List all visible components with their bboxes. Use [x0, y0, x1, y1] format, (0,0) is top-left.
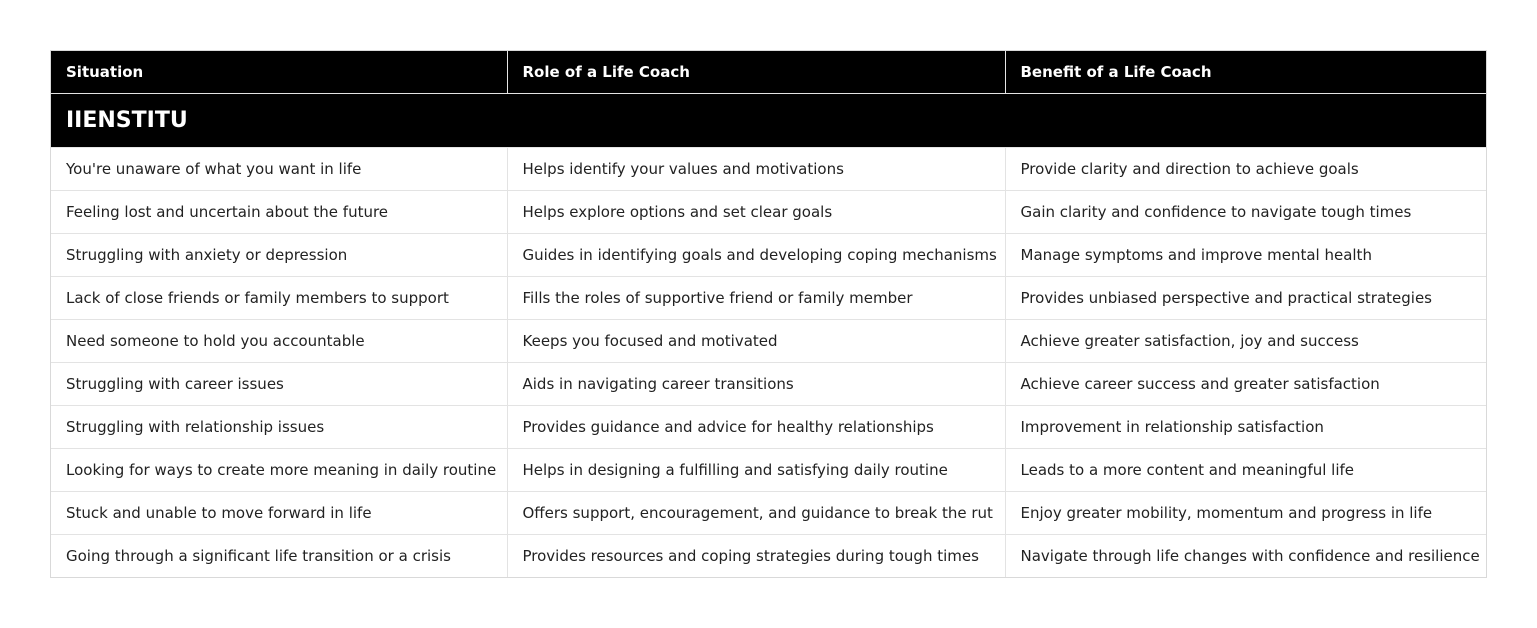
- header-benefit: Benefit of a Life Coach: [1005, 51, 1486, 94]
- situation-cell: Feeling lost and uncertain about the future: [51, 191, 507, 234]
- table-row: [51, 535, 1486, 578]
- header-role: Role of a Life Coach: [507, 51, 1005, 94]
- header-row: [51, 51, 1486, 94]
- life-coach-table: [50, 50, 1487, 578]
- benefit-cell: Leads to a more content and meaningful life: [1005, 449, 1486, 492]
- table-row: [51, 406, 1486, 449]
- role-cell: Helps explore options and set clear goals: [507, 191, 1005, 234]
- role-cell: Keeps you focused and motivated: [507, 320, 1005, 363]
- role-cell: Fills the roles of supportive friend or family member: [507, 277, 1005, 320]
- benefit-cell: Navigate through life changes with confidence and resilience: [1005, 535, 1486, 578]
- role-cell: Provides resources and coping strategies during tough times: [507, 535, 1005, 578]
- situation-cell: Lack of close friends or family members to support: [51, 277, 507, 320]
- situation-cell: Need someone to hold you accountable: [51, 320, 507, 363]
- benefit-cell: Improvement in relationship satisfaction: [1005, 406, 1486, 449]
- role-cell: Offers support, encouragement, and guidance to break the rut: [507, 492, 1005, 535]
- role-cell: Helps in designing a fulfilling and satisfying daily routine: [507, 449, 1005, 492]
- benefit-cell: Manage symptoms and improve mental health: [1005, 234, 1486, 277]
- table-row: [51, 148, 1486, 191]
- benefit-cell: Gain clarity and confidence to navigate tough times: [1005, 191, 1486, 234]
- situation-cell: Struggling with anxiety or depression: [51, 234, 507, 277]
- situation-cell: Looking for ways to create more meaning in daily routine: [51, 449, 507, 492]
- table-row: [51, 492, 1486, 535]
- role-cell: Aids in navigating career transitions: [507, 363, 1005, 406]
- table-row: [51, 363, 1486, 406]
- situation-cell: Struggling with career issues: [51, 363, 507, 406]
- situation-cell: Going through a significant life transition or a crisis: [51, 535, 507, 578]
- benefit-cell: Achieve greater satisfaction, joy and success: [1005, 320, 1486, 363]
- benefit-cell: Enjoy greater mobility, momentum and progress in life: [1005, 492, 1486, 535]
- table-row: [51, 449, 1486, 492]
- benefit-cell: Provide clarity and direction to achieve goals: [1005, 148, 1486, 191]
- data-table: [51, 51, 1486, 577]
- table-row: [51, 320, 1486, 363]
- role-cell: Guides in identifying goals and developing coping mechanisms: [507, 234, 1005, 277]
- benefit-cell: Achieve career success and greater satisfaction: [1005, 363, 1486, 406]
- table-row: [51, 191, 1486, 234]
- situation-cell: Stuck and unable to move forward in life: [51, 492, 507, 535]
- situation-cell: You're unaware of what you want in life: [51, 148, 507, 191]
- table-row: [51, 234, 1486, 277]
- role-cell: Helps identify your values and motivations: [507, 148, 1005, 191]
- table-header: [51, 51, 1486, 94]
- table-body: [51, 148, 1486, 578]
- table-title: IIENSTITU: [51, 94, 1486, 148]
- title-row: [51, 94, 1486, 148]
- situation-cell: Struggling with relationship issues: [51, 406, 507, 449]
- role-cell: Provides guidance and advice for healthy relationships: [507, 406, 1005, 449]
- title-section: [51, 94, 1486, 148]
- header-situation: Situation: [51, 51, 507, 94]
- table-row: [51, 277, 1486, 320]
- benefit-cell: Provides unbiased perspective and practical strategies: [1005, 277, 1486, 320]
